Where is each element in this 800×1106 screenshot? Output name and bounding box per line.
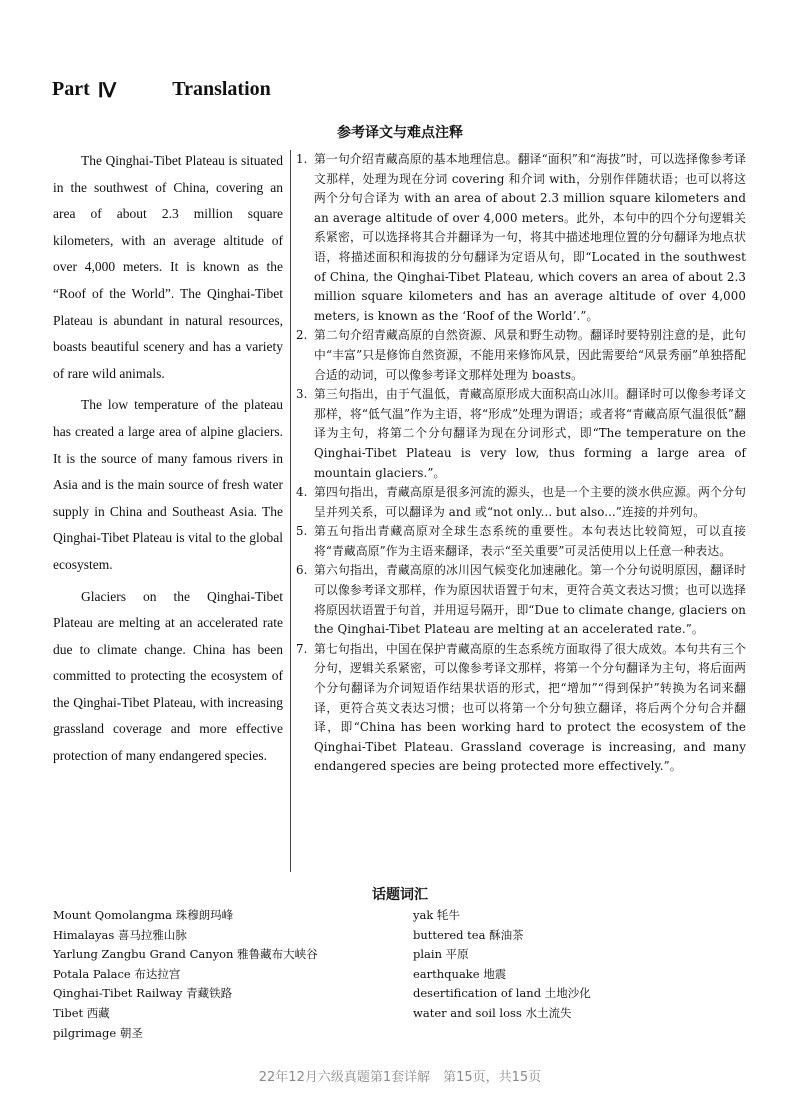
note-text: 第四句指出，青藏高原是很多河流的源头，也是一个主要的淡水供应源。两个分句呈并列关系，可以翻译为 and 或“not only... but also...”连接的并列句。: [314, 485, 746, 519]
reference-title: 参考译文与难点注释: [337, 125, 463, 141]
note-item-3: [296, 385, 746, 483]
note-text: 第二句介绍青藏高原的自然资源、风景和野生动物。翻译时要特别注意的是，此句中“丰富”只是修饰自然资源，不能用来修饰风景，因此需要给“风景秀丽”单独搭配合适的动词，可以像参考译文那样处理为 boasts。: [314, 328, 746, 382]
vocab-item: Mount Qomolangma 珠穆朗玛峰: [53, 908, 234, 922]
passage-paragraph-1: The Qinghai-Tibet Plateau is situated in the southwest of China, covering an area of about 2.3 million square kilometers, with an average altitude of over 4,000 meters. It is known as the “Roof of the World”. The Qinghai-Tibet Plateau is abundant in natural resources, boasts beautiful scenery and has a variety of rare wild animals.: [53, 153, 283, 381]
note-number: 3.: [296, 387, 308, 402]
note-item-1: [296, 150, 746, 326]
note-number: 5.: [296, 524, 308, 539]
vocabulary-list-right: [413, 906, 743, 1024]
note-number: 2.: [296, 328, 308, 343]
note-text: 第一句介绍青藏高原的基本地理信息。翻译“面积”和“海拔”时，可以选择像参考译文那样，处理为现在分词 covering 和介词 with，分别作伴随状语；也可以将这两个分句合译为 with an area of about 2.3 million square kilometers and an average altitude of over 4,000 meters。此外，本句中的四个分句逻辑关系紧密，可以选择将其合并翻译为一句，将其中描述地理位置的分句翻译为地点状语，将描述面积和海拔的分句翻译为定语从句，即“Located in the southwest of China, the Qinghai-Tibet Plateau, which covers an area of about 2.3 million square kilometers and has an average altitude of over 4,000 meters, is known as the ‘Roof of the World’.”。: [314, 152, 746, 323]
translation-passage: [53, 148, 283, 770]
note-item-5: [296, 522, 746, 561]
note-number: 1.: [296, 152, 308, 166]
part-heading: [52, 78, 271, 103]
vocab-item: Qinghai-Tibet Railway 青藏铁路: [53, 986, 233, 1001]
vocab-item: Himalayas 喜马拉雅山脉: [53, 927, 187, 942]
vocab-item: yak 牦牛: [413, 908, 460, 922]
note-text: 第三句指出，由于气温低，青藏高原形成大面积高山冰川。翻译时可以像参考译文那样，将“低气温”作为主语，将“形成”处理为谓语；或者将“青藏高原气温很低”翻译为主句，将第二个分句翻译为现在分词形式，即“The temperature on the Qinghai-Tibet Plateau is very low, thus forming a large area of mountain glaciers.”。: [314, 387, 746, 480]
vocab-item: water and soil loss 水土流失: [413, 1005, 572, 1020]
vocab-item: desertification of land 土地沙化: [413, 986, 591, 1001]
note-number: 7.: [296, 641, 308, 656]
note-text: 第七句指出，中国在保护青藏高原的生态系统方面取得了很大成效。本句共有三个分句，逻辑关系紧密，可以像参考译文那样，将第一个分句翻译为主句，将后面两个分句翻译为介词短语作结果状语的形式，把“增加”“得到保护”转换为名词来翻译，更符合英文表达习惯；也可以将第一个分句独立翻译，将后两个分句合并翻译，即“China has been working hard to protect the ecosystem of the Qinghai-Tibet Plateau. Grassland coverage is increasing, and many endangered species are being protected more effectively.”。: [314, 641, 746, 774]
column-divider: [290, 150, 291, 872]
notes-list: [296, 150, 746, 777]
note-item-7: [296, 640, 746, 777]
part-number: Ⅳ: [97, 80, 117, 102]
page-footer: 22年12月六级真题第1套详解 第15页，共15页: [258, 1070, 542, 1085]
vocabulary-list-left: [53, 906, 373, 1043]
vocab-item: Tibet 西藏: [53, 1005, 110, 1020]
vocab-item: pilgrimage 朝圣: [53, 1025, 143, 1040]
note-item-2: [296, 326, 746, 385]
passage-paragraph-2: The low temperature of the plateau has created a large area of alpine glaciers. It is the source of many famous rivers in Asia and is the main source of fresh water supply in China and Southeast Asia. The Qinghai-Tibet Plateau is vital to the global ecosystem.: [53, 397, 283, 572]
note-item-6: [296, 561, 746, 639]
vocab-item: Yarlung Zangbu Grand Canyon 雅鲁藏布大峡谷: [53, 947, 318, 962]
vocab-item: buttered tea 酥油茶: [413, 927, 524, 942]
note-text: 第五句指出青藏高原对全球生态系统的重要性。本句表达比较简短，可以直接将“青藏高原”作为主语来翻译，表示“至关重要”可灵活使用以上任意一种表达。: [314, 524, 746, 558]
passage-paragraph-3: Glaciers on the Qinghai-Tibet Plateau are melting at an accelerated rate due to climate change. China has been committed to protecting the ecosystem of the Qinghai-Tibet Plateau, with increasing grassland coverage and more effective protection of many endangered species.: [53, 588, 283, 764]
part-label: Part: [52, 78, 90, 100]
vocab-item: plain 平原: [413, 947, 469, 962]
note-number: 4.: [296, 485, 308, 500]
vocab-item: earthquake 地震: [413, 966, 507, 981]
note-number: 6.: [296, 563, 308, 578]
vocab-item: Potala Palace 布达拉宫: [53, 966, 181, 981]
note-text: 第六句指出，青藏高原的冰川因气候变化加速融化。第一个分句说明原因，翻译时可以像参考译文那样，作为原因状语置于句末，更符合英文表达习惯；也可以选择将原因状语置于句首，并用逗号隔开，即“Due to climate change, glaciers on the Qinghai-Tibet Plateau are melting at an accelerated rate.”。: [314, 563, 746, 637]
note-item-4: [296, 483, 746, 522]
section-title: Translation: [172, 78, 271, 100]
vocabulary-title: 话题词汇: [372, 887, 428, 903]
